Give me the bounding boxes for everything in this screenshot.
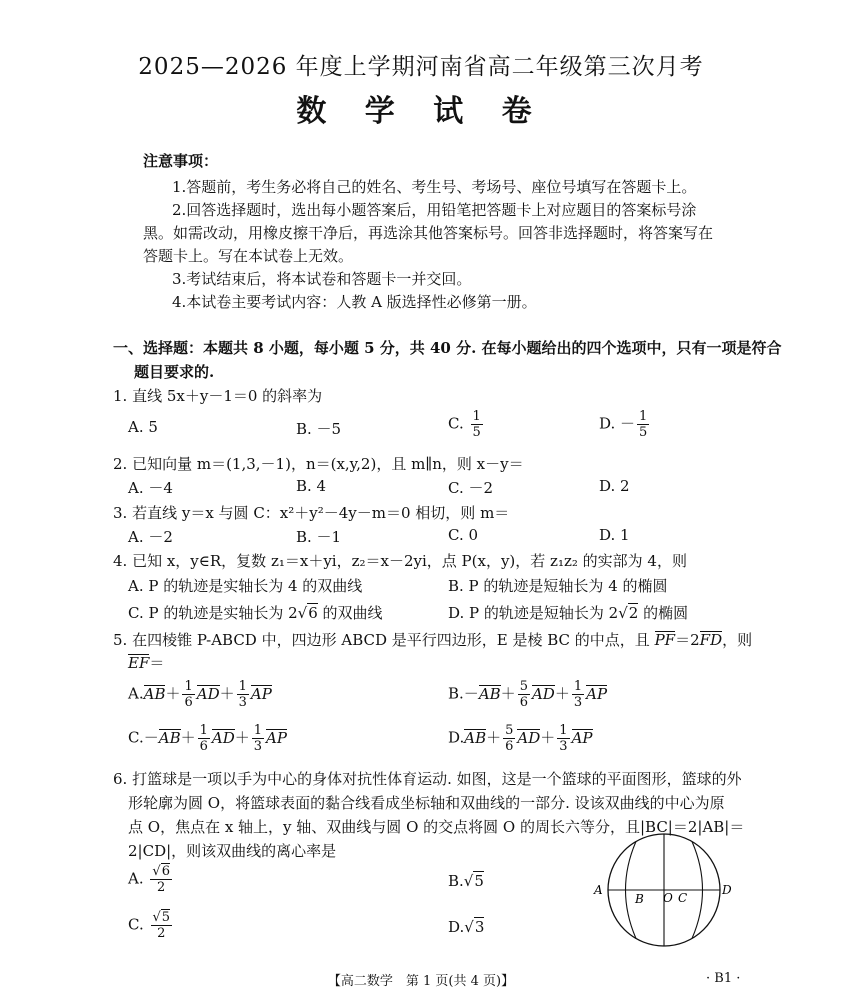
q5-coefficient: $\frac{1}{3}$ <box>573 679 583 710</box>
q2-option-b: B. 4 <box>296 477 327 495</box>
label-a: A <box>594 883 603 897</box>
q4-option-b: B. P 的轨迹是短轴长为 4 的椭圆 <box>448 577 668 595</box>
q5-coefficient: $\frac{1}{3}$ <box>238 679 247 710</box>
q5-stem: 5. 在四棱锥 P-ABCD 中，四边形 ABCD 是平行四边形，E 是棱 BC 的中点，且 PF＝2FD，则 <box>113 631 753 649</box>
q5-operator: ＋ <box>540 728 556 747</box>
q6-option-a: A. $\frac{√6}{2}$ <box>128 864 170 895</box>
q5-vector: AD <box>211 728 235 747</box>
q6-stem-line1: 6. 打篮球是一项以手为中心的身体对抗性体育运动. 如图，这是一个篮球的平面图形，篮球的外 <box>113 770 742 788</box>
note-1: 1.答题前，考生务必将自己的姓名、考生号、考场号、座位号填写在答题卡上。 <box>172 178 697 196</box>
q5-operator: ＋ <box>234 728 250 747</box>
label-b: B <box>635 892 644 906</box>
q5-vector: AB <box>478 684 501 703</box>
q5-operator: － <box>463 684 479 703</box>
q5-vector: AB <box>158 728 181 747</box>
q1-stem: 1. 直线 5x＋y－1＝0 的斜率为 <box>113 387 323 405</box>
note-2-cont: 黑。如需改动，用橡皮擦干净后，再选涂其他答案标号。回答非选择题时，将答案写在 <box>143 224 714 242</box>
q5-coefficient: $\frac{5}{6}$ <box>505 723 514 754</box>
q2-option-a: A. －4 <box>128 479 173 497</box>
q5-option-d <box>448 723 593 754</box>
q5-vector: AD <box>517 728 541 747</box>
q5-vector: AD <box>531 684 555 703</box>
q3-option-b: B. －1 <box>296 528 342 546</box>
label-c: C <box>678 891 688 905</box>
q6-option-c: C. $\frac{√5}{2}$ <box>128 910 171 941</box>
section-heading: 一、选择题：本题共 8 小题，每小题 5 分，共 40 分. 在每小题给出的四个选项中，只有一项是符合 <box>113 339 782 357</box>
q5-coefficient: $\frac{1}{3}$ <box>559 723 568 754</box>
q5-vector: AB <box>143 684 166 703</box>
q2-option-d: D. 2 <box>599 477 630 495</box>
q5-option-b <box>448 679 607 710</box>
q5-operator: ＋ <box>165 684 181 703</box>
q3-option-a: A. －2 <box>128 528 173 546</box>
q5-vector: AP <box>571 728 593 747</box>
page-footer: 【高二数学 第 1 页(共 4 页)】 <box>327 974 515 989</box>
q5-option-a <box>128 679 272 710</box>
q6-stem-line4: 2|CD|，则该双曲线的离心率是 <box>128 842 337 860</box>
q5-coefficient: $\frac{1}{6}$ <box>184 679 193 710</box>
q6-option-b: B.√5 <box>448 872 484 890</box>
q5-operator: ＋ <box>500 684 516 703</box>
q2-option-c: C. －2 <box>448 479 494 497</box>
q5-option-c <box>128 723 287 754</box>
q5-operator: ＋ <box>486 728 502 747</box>
q5-coefficient: $\frac{1}{6}$ <box>199 723 208 754</box>
q3-stem: 3. 若直线 y＝x 与圆 C：x²＋y²－4y－m＝0 相切，则 m＝ <box>113 504 510 522</box>
q4-stem: 4. 已知 x，y∈R，复数 z₁＝x＋yi，z₂＝x－2yi，点 P(x，y)，若 z₁z₂ 的实部为 4，则 <box>113 552 687 570</box>
q5-option-label: C. <box>128 728 144 747</box>
q4-option-d: D. P 的轨迹是短轴长为 2√2 的椭圆 <box>448 604 689 622</box>
subject-title: 数 学 试 卷 <box>296 94 546 129</box>
q5-vector: AP <box>586 684 608 703</box>
note-2: 2.回答选择题时，选出每小题答案后，用铅笔把答题卡上对应题目的答案标号涂 <box>172 201 697 219</box>
q5-operator: ＋ <box>219 684 235 703</box>
q6-stem-line3: 点 O，焦点在 x 轴上，y 轴、双曲线与圆 O 的交点将圆 O 的周长六等分，且|BC|＝2|AB|＝ <box>128 818 745 836</box>
q5-operator: ＋ <box>180 728 196 747</box>
note-2-cont2: 答题卡上。写在本试卷上无效。 <box>143 247 354 265</box>
notes-heading: 注意事项： <box>143 152 219 170</box>
q4-option-a: A. P 的轨迹是实轴长为 4 的双曲线 <box>128 577 363 595</box>
note-3: 3.考试结束后，将本试卷和答题卡一并交回。 <box>172 270 472 288</box>
note-4: 4.本试卷主要考试内容：人教 A 版选择性必修第一册。 <box>172 293 537 311</box>
q5-operator: － <box>143 728 159 747</box>
q5-stem-cont: EF＝ <box>128 654 165 672</box>
q5-option-label: B. <box>448 684 464 703</box>
q3-option-d: D. 1 <box>599 526 630 544</box>
q2-stem: 2. 已知向量 m＝(1,3,－1)，n＝(x,y,2)，且 m∥n，则 x－y＝ <box>113 455 524 473</box>
basketball-figure <box>592 832 737 952</box>
q5-coefficient: $\frac{1}{3}$ <box>253 723 263 754</box>
label-d: D <box>722 883 732 897</box>
q5-vector: AP <box>250 684 272 703</box>
q4-option-c: C. P 的轨迹是实轴长为 2√6 的双曲线 <box>128 604 383 622</box>
q5-option-label: A. <box>128 684 144 703</box>
q1-option-d: D. － $\frac{1}{5}$ <box>599 409 648 440</box>
label-o: O <box>663 891 673 905</box>
q1-option-a: A. 5 <box>128 418 158 436</box>
q5-operator: ＋ <box>554 684 570 703</box>
q3-option-c: C. 0 <box>448 526 479 544</box>
q5-option-label: D. <box>448 728 465 747</box>
q1-option-b: B. －5 <box>296 420 342 438</box>
q5-vector: AP <box>266 728 287 747</box>
q5-vector: AB <box>464 728 487 747</box>
q1-option-c: C. $\frac{1}{5}$ <box>448 409 481 440</box>
q6-stem-line2: 形轮廓为圆 O，将篮球表面的黏合线看成坐标轴和双曲线的一部分. 设该双曲线的中心为原 <box>128 794 725 812</box>
section-heading-cont: 题目要求的. <box>134 363 215 381</box>
q6-option-d: D.√3 <box>448 918 485 936</box>
page-code: · B1 · <box>706 971 741 986</box>
q5-coefficient: $\frac{5}{6}$ <box>519 679 528 710</box>
q5-vector: AD <box>196 684 220 703</box>
exam-title: 2025—2026 年度上学期河南省高二年级第三次月考 <box>138 54 704 80</box>
